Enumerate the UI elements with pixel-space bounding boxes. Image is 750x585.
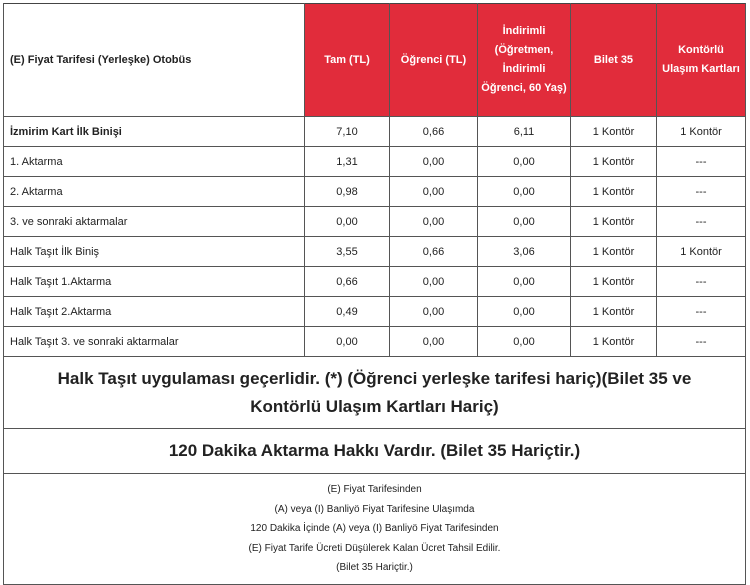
cell-ogrenci: 0,00	[390, 207, 478, 237]
cell-kontorlu: ---	[657, 327, 746, 357]
detail-note	[4, 474, 746, 585]
cell-indirimli: 0,00	[478, 177, 571, 207]
cell-tam: 0,66	[305, 267, 390, 297]
table-row	[4, 177, 746, 207]
cell-ogrenci: 0,66	[390, 237, 478, 267]
cell-ogrenci: 0,00	[390, 297, 478, 327]
detail-line: (E) Fiyat Tarife Ücreti Düşülerek Kalan Ücret Tahsil Edilir.	[248, 542, 501, 554]
header-bilet-35: Bilet 35	[571, 4, 657, 117]
cell-kontorlu: ---	[657, 267, 746, 297]
detail-line: (E) Fiyat Tarifesinden	[327, 484, 422, 496]
cell-kontorlu: 1 Kontör	[657, 117, 746, 147]
cell-kontorlu: ---	[657, 177, 746, 207]
cell-bilet35: 1 Kontör	[571, 297, 657, 327]
tariff-table	[3, 3, 746, 585]
note-row-aktarma	[4, 429, 746, 474]
header-ogrenci: Öğrenci (TL)	[390, 4, 478, 117]
cell-indirimli: 0,00	[478, 207, 571, 237]
cell-tam: 0,49	[305, 297, 390, 327]
header-indirimli: İndirimli (Öğretmen, İndirimli Öğrenci, 60 Yaş)	[478, 4, 571, 117]
table-row	[4, 207, 746, 237]
table-row	[4, 267, 746, 297]
row-label: 2. Aktarma	[4, 177, 305, 207]
cell-indirimli: 6,11	[478, 117, 571, 147]
cell-ogrenci: 0,00	[390, 147, 478, 177]
cell-tam: 0,98	[305, 177, 390, 207]
detail-line: 120 Dakika İçinde (A) veya (I) Banliyö Fiyat Tarifesinden	[250, 523, 499, 535]
cell-ogrenci: 0,66	[390, 117, 478, 147]
row-label: Halk Taşıt 3. ve sonraki aktarmalar	[4, 327, 305, 357]
cell-indirimli: 0,00	[478, 147, 571, 177]
cell-kontorlu: ---	[657, 147, 746, 177]
table-row	[4, 237, 746, 267]
cell-tam: 1,31	[305, 147, 390, 177]
detail-line: (Bilet 35 Hariçtir.)	[336, 562, 413, 574]
row-label: Halk Taşıt 2.Aktarma	[4, 297, 305, 327]
note-row-halk-tasit	[4, 357, 746, 429]
detail-line: (A) veya (I) Banliyö Fiyat Tarifesine Ulaşımda	[274, 503, 475, 515]
cell-indirimli: 0,00	[478, 297, 571, 327]
cell-tam: 0,00	[305, 207, 390, 237]
cell-bilet35: 1 Kontör	[571, 117, 657, 147]
cell-bilet35: 1 Kontör	[571, 267, 657, 297]
cell-ogrenci: 0,00	[390, 177, 478, 207]
row-label: Halk Taşıt 1.Aktarma	[4, 267, 305, 297]
cell-indirimli: 0,00	[478, 327, 571, 357]
cell-ogrenci: 0,00	[390, 327, 478, 357]
aktarma-note: 120 Dakika Aktarma Hakkı Vardır. (Bilet 35 Hariçtir.)	[4, 429, 746, 474]
table-row	[4, 117, 746, 147]
table-row	[4, 147, 746, 177]
halk-tasit-note: Halk Taşıt uygulaması geçerlidir. (*) (Öğrenci yerleşke tarifesi hariç)(Bilet 35 ve Kontörlü Ulaşım Kartları Hariç)	[4, 357, 746, 429]
row-label: 1. Aktarma	[4, 147, 305, 177]
row-label: İzmirim Kart İlk Binişi	[4, 117, 305, 147]
row-label: 3. ve sonraki aktarmalar	[4, 207, 305, 237]
cell-bilet35: 1 Kontör	[571, 237, 657, 267]
cell-indirimli: 0,00	[478, 267, 571, 297]
cell-kontorlu: ---	[657, 297, 746, 327]
cell-bilet35: 1 Kontör	[571, 327, 657, 357]
cell-ogrenci: 0,00	[390, 267, 478, 297]
row-label: Halk Taşıt İlk Biniş	[4, 237, 305, 267]
cell-tam: 3,55	[305, 237, 390, 267]
cell-bilet35: 1 Kontör	[571, 207, 657, 237]
note-row-detail	[4, 474, 746, 585]
header-tam: Tam (TL)	[305, 4, 390, 117]
table-row	[4, 297, 746, 327]
cell-bilet35: 1 Kontör	[571, 147, 657, 177]
header-fare-type: (E) Fiyat Tarifesi (Yerleşke) Otobüs	[4, 4, 305, 117]
table-row	[4, 327, 746, 357]
header-row	[4, 4, 746, 117]
cell-kontorlu: 1 Kontör	[657, 237, 746, 267]
cell-tam: 0,00	[305, 327, 390, 357]
cell-indirimli: 3,06	[478, 237, 571, 267]
header-kontorlu: Kontörlü Ulaşım Kartları	[657, 4, 746, 117]
cell-kontorlu: ---	[657, 207, 746, 237]
cell-bilet35: 1 Kontör	[571, 177, 657, 207]
cell-tam: 7,10	[305, 117, 390, 147]
